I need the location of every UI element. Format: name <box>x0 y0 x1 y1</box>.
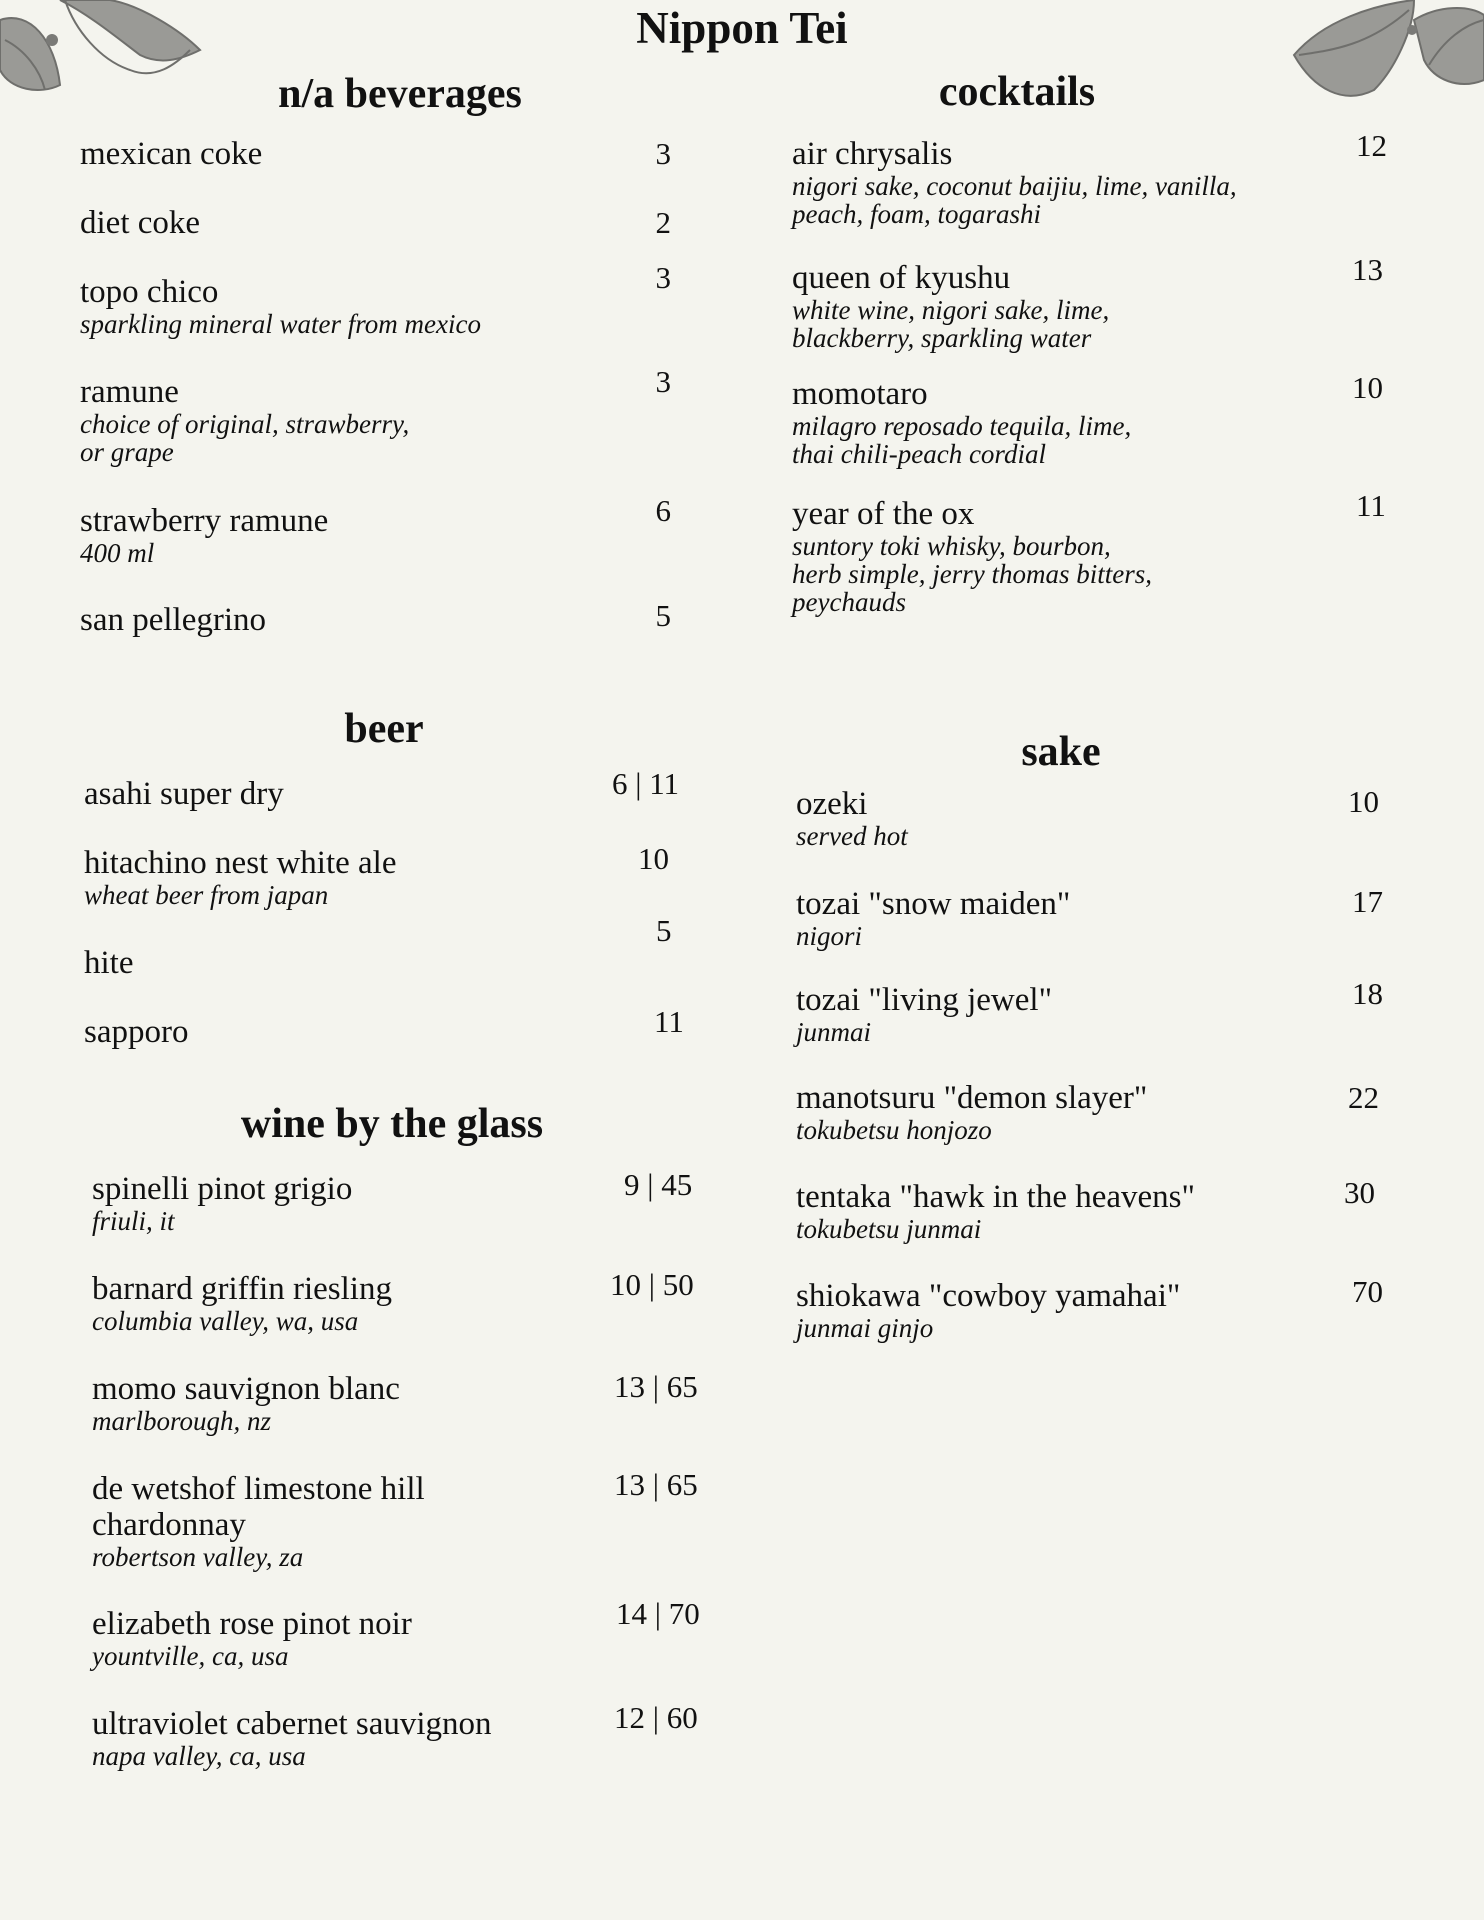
menu-item <box>92 1167 732 1236</box>
menu-item <box>92 1596 732 1671</box>
section-cocktails <box>792 68 1392 628</box>
section-sake <box>796 728 1406 1368</box>
item-description: marlborough, nz <box>92 1406 272 1436</box>
item-description: yountville, ca, usa <box>92 1641 289 1671</box>
item-price: 10 <box>638 841 669 876</box>
item-name: queen of kyushu <box>792 260 1011 296</box>
item-price: 13 | 65 <box>614 1467 698 1502</box>
menu-item <box>792 128 1392 229</box>
item-name: sapporo <box>84 1014 189 1050</box>
item-price: 12 <box>1356 128 1387 163</box>
menu-item <box>80 598 680 638</box>
section-title-beer: beer <box>344 706 424 752</box>
item-name: shiokawa "cowboy yamahai" <box>796 1278 1181 1314</box>
item-description: friuli, it <box>92 1206 175 1236</box>
item-name: ultraviolet cabernet sauvignon <box>92 1706 492 1742</box>
item-description: suntory toki whisky, bourbon, <box>792 531 1111 561</box>
menu-item <box>796 786 1406 850</box>
item-description: tokubetsu junmai <box>796 1214 982 1244</box>
item-price: 13 | 65 <box>614 1369 698 1404</box>
item-name: topo chico <box>80 274 219 310</box>
item-price: 11 <box>1356 488 1386 523</box>
item-description: columbia valley, wa, usa <box>92 1306 359 1336</box>
item-price: 2 <box>655 205 671 240</box>
item-name: tozai "living jewel" <box>796 982 1053 1018</box>
item-name: ozeki <box>796 786 868 822</box>
item-description: junmai ginjo <box>796 1313 934 1343</box>
item-description-line2: peach, foam, togarashi <box>792 199 1041 229</box>
item-price: 22 <box>1348 1080 1379 1115</box>
restaurant-name: Nippon Tei <box>636 3 848 53</box>
item-description: white wine, nigori sake, lime, <box>792 295 1110 325</box>
item-name: manotsuru "demon slayer" <box>796 1080 1148 1116</box>
item-description-line2: blackberry, sparkling water <box>792 323 1092 353</box>
item-price: 10 <box>1352 370 1383 405</box>
item-description: milagro reposado tequila, lime, <box>792 411 1132 441</box>
item-description: nigori sake, coconut baijiu, lime, vanilla, <box>792 171 1237 201</box>
item-description: junmai <box>796 1017 872 1047</box>
menu-item <box>92 1700 732 1771</box>
menu-item <box>792 370 1392 469</box>
menu-item <box>80 493 680 568</box>
item-description-line2: thai chili-peach cordial <box>792 439 1046 469</box>
item-name: diet coke <box>80 205 201 241</box>
item-price: 6 | 11 <box>612 766 680 801</box>
menu-item <box>80 136 680 172</box>
item-name: spinelli pinot grigio <box>92 1171 353 1207</box>
item-name: hitachino nest white ale <box>84 845 397 881</box>
item-price: 3 <box>655 260 671 295</box>
menu-item <box>796 886 1406 950</box>
menu-item <box>796 976 1406 1047</box>
item-description: tokubetsu honjozo <box>796 1115 992 1145</box>
item-name: tozai "snow maiden" <box>796 886 1071 922</box>
item-description-line2: herb simple, jerry thomas bitters, <box>792 559 1152 589</box>
menu-item <box>796 1274 1406 1343</box>
item-name: ramune <box>80 374 179 410</box>
item-name: hite <box>84 945 134 981</box>
menu-item <box>84 841 724 910</box>
item-name: momo sauvignon blanc <box>92 1371 400 1407</box>
item-description-line2: or grape <box>80 437 174 467</box>
item-name: mexican coke <box>80 136 263 172</box>
item-price: 17 <box>1352 884 1383 919</box>
menu-item <box>796 1175 1406 1244</box>
item-price: 3 <box>655 136 671 171</box>
item-price: 5 <box>656 913 672 948</box>
item-price: 11 <box>654 1004 684 1039</box>
item-price: 13 <box>1352 252 1383 287</box>
item-name: year of the ox <box>792 496 975 532</box>
item-description: choice of original, strawberry, <box>80 409 410 439</box>
item-name: de wetshof limestone hill <box>92 1471 425 1507</box>
item-price: 18 <box>1352 976 1383 1011</box>
section-title-wine: wine by the glass <box>240 1101 544 1147</box>
item-price: 9 | 45 <box>624 1167 693 1202</box>
menu-item <box>792 488 1392 617</box>
item-name: momotaro <box>792 376 928 412</box>
item-name: elizabeth rose pinot noir <box>92 1606 412 1642</box>
item-price: 10 | 50 <box>610 1267 694 1302</box>
section-title-cocktails: cocktails <box>938 69 1096 115</box>
section-beer <box>84 705 724 1065</box>
item-name: asahi super dry <box>84 776 284 812</box>
menu-item <box>92 1267 732 1336</box>
item-name: air chrysalis <box>792 136 953 172</box>
item-name-line2: chardonnay <box>92 1507 246 1543</box>
item-price: 14 | 70 <box>616 1596 700 1631</box>
item-name: san pellegrino <box>80 602 267 638</box>
item-price: 12 | 60 <box>614 1700 698 1735</box>
item-name: barnard griffin riesling <box>92 1271 392 1307</box>
menu-item <box>84 1004 724 1050</box>
item-description-line3: peychauds <box>792 587 906 617</box>
item-name: strawberry ramune <box>80 503 329 539</box>
item-description: wheat beer from japan <box>84 880 329 910</box>
item-description: nigori <box>796 921 863 951</box>
item-price: 30 <box>1344 1175 1375 1210</box>
item-description: served hot <box>796 821 908 851</box>
item-price: 5 <box>655 598 671 633</box>
section-title-sake: sake <box>1021 729 1101 775</box>
section-wine-by-the-glass <box>92 1100 732 1800</box>
item-name: tentaka "hawk in the heavens" <box>796 1179 1195 1215</box>
menu-item <box>80 260 680 339</box>
menu-item <box>796 1080 1406 1144</box>
item-description: 400 ml <box>80 538 155 568</box>
item-price: 10 <box>1348 784 1379 819</box>
item-description: napa valley, ca, usa <box>92 1741 306 1771</box>
section-na-beverages <box>80 70 680 638</box>
menu-item <box>92 1371 732 1435</box>
section-title-na-beverages: n/a beverages <box>278 71 522 117</box>
menu-item <box>80 364 680 467</box>
item-description: sparkling mineral water from mexico <box>80 309 481 339</box>
item-price: 70 <box>1352 1274 1383 1309</box>
menu-item <box>84 913 724 981</box>
item-price: 6 <box>655 493 671 528</box>
item-price: 3 <box>655 364 671 399</box>
item-description: robertson valley, za <box>92 1542 304 1572</box>
menu-item <box>792 252 1392 353</box>
menu-item <box>84 766 724 812</box>
menu-item <box>92 1467 732 1572</box>
menu-item <box>80 205 680 241</box>
